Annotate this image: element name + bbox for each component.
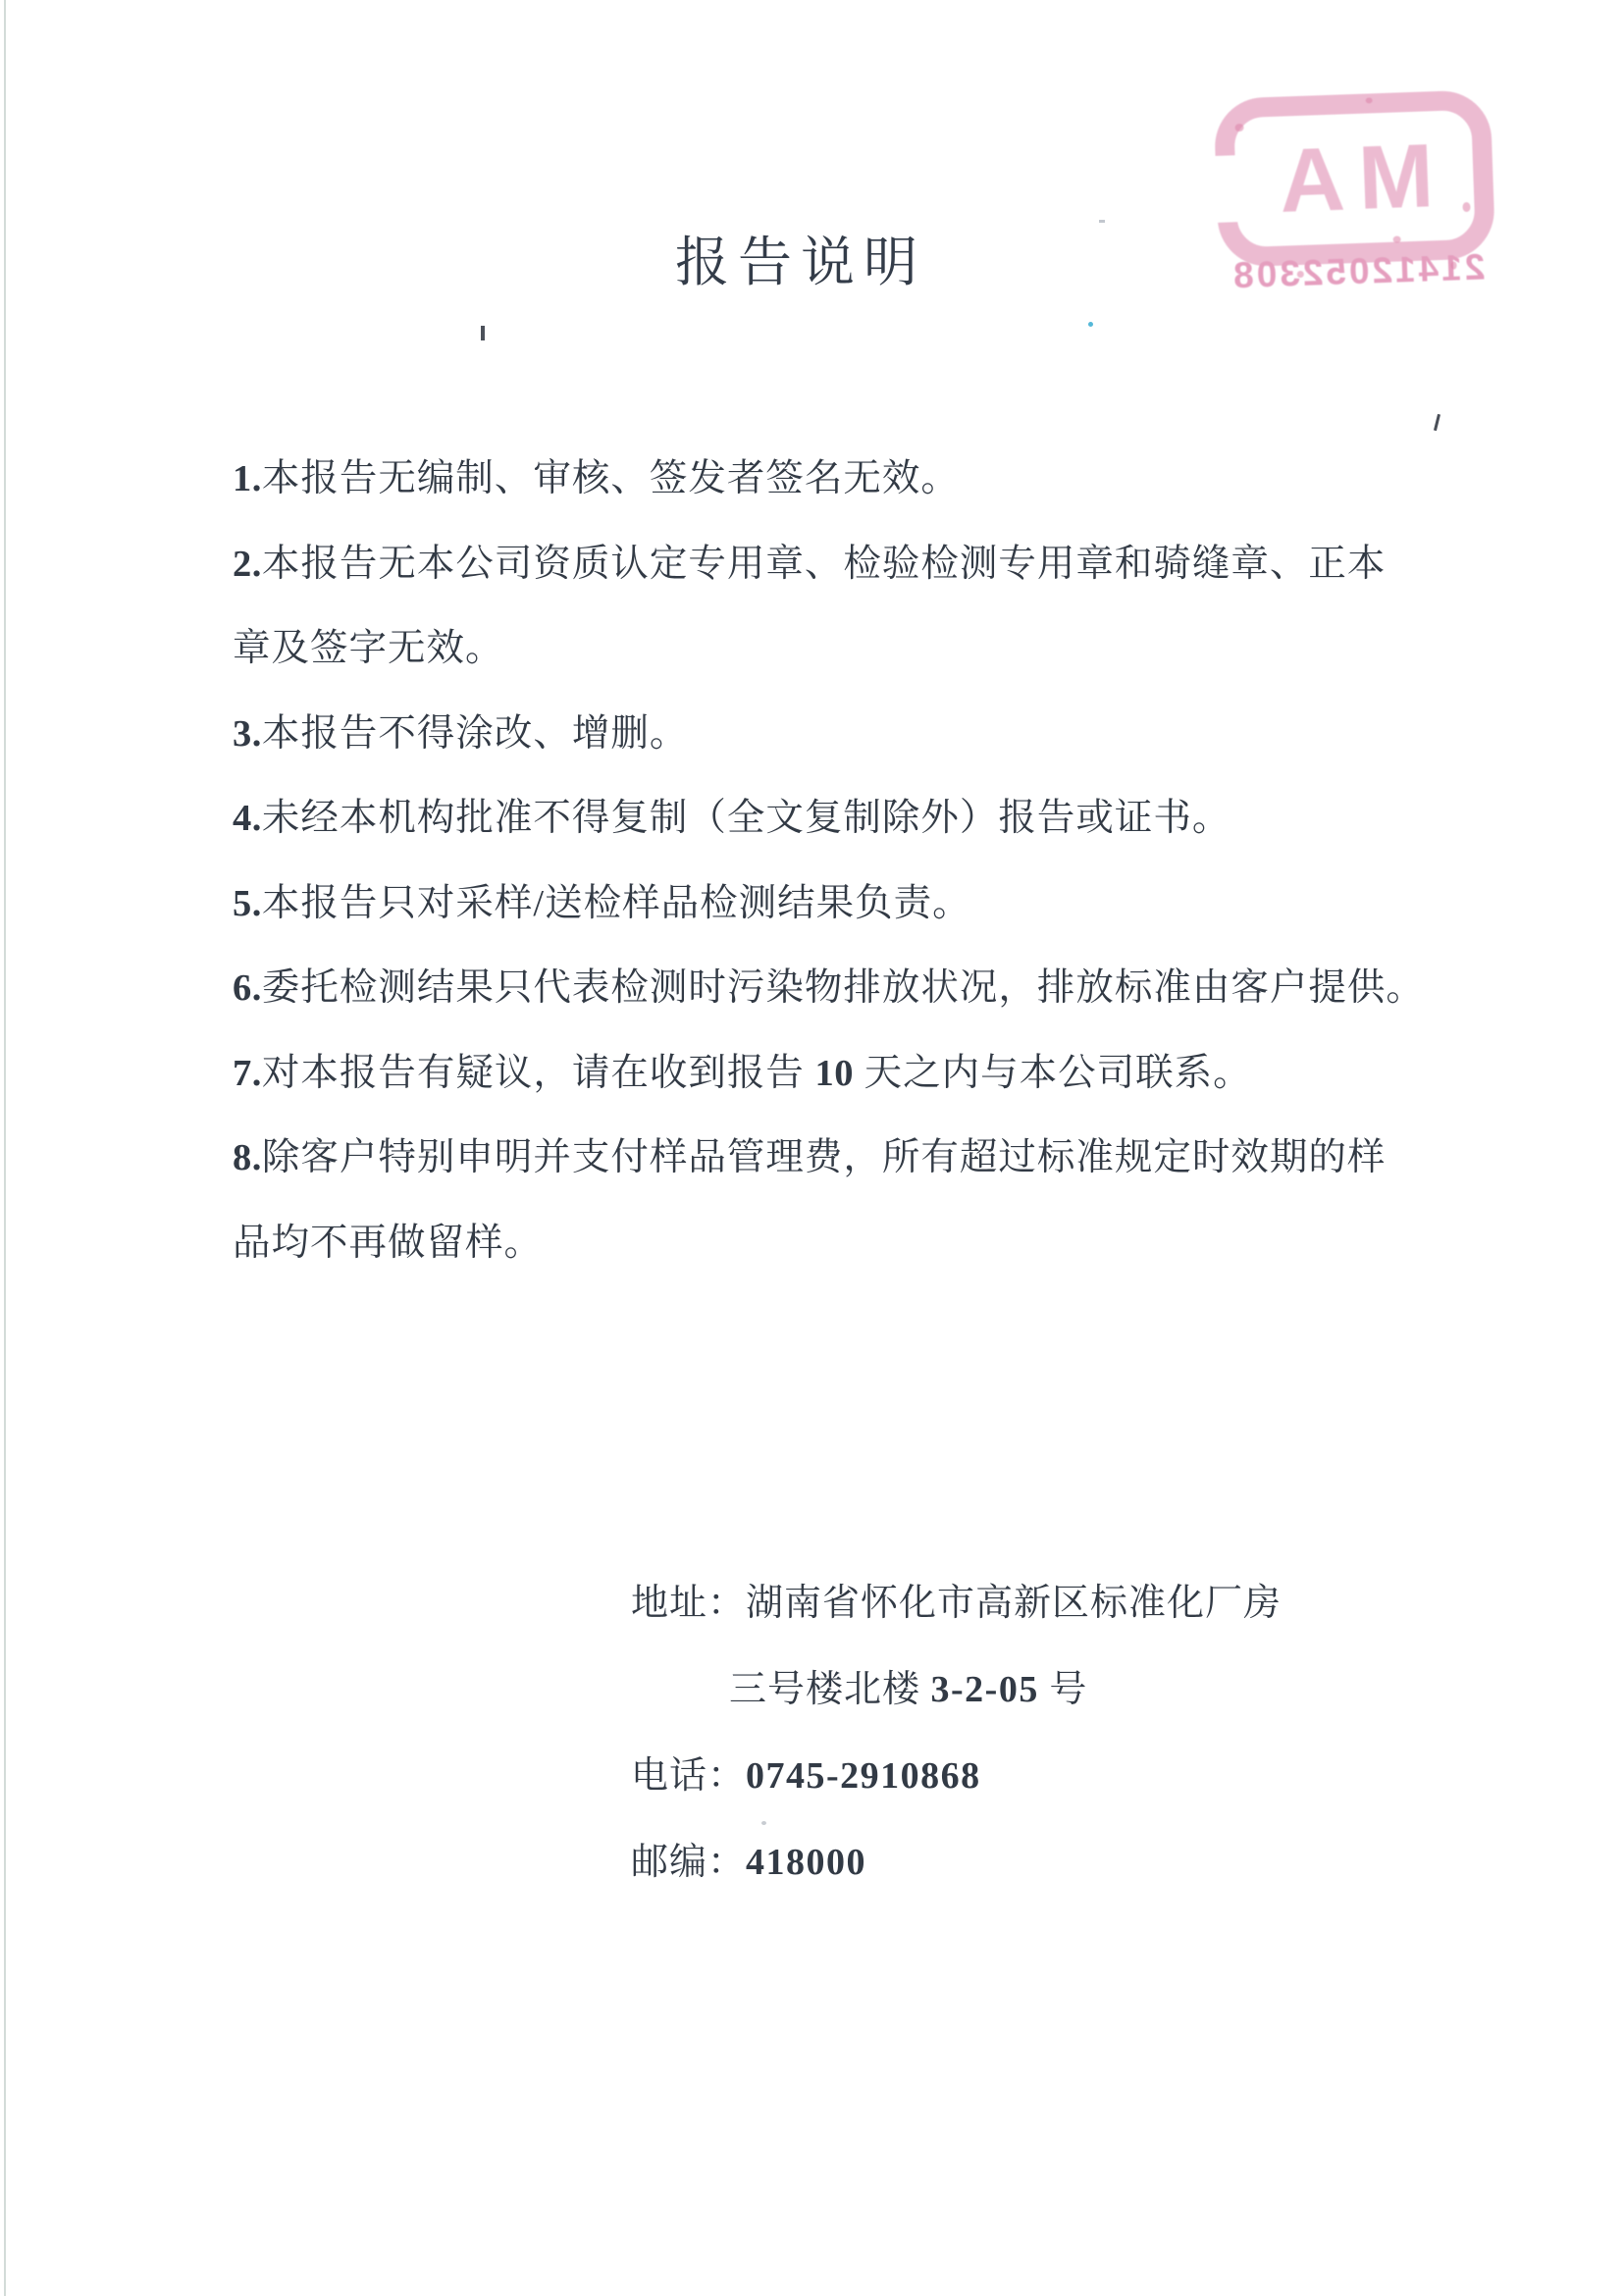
page-title: 报告说明 xyxy=(675,233,927,292)
text-segment: 本报告无本公司资质认定专用章、检验检测专用章和骑缝章、正本 xyxy=(261,543,1387,585)
text-line xyxy=(233,946,1508,1031)
text-line xyxy=(631,1819,1282,1905)
bold-segment: 0745-2910868 xyxy=(746,1755,981,1797)
stamp-letters: MA xyxy=(1264,126,1436,233)
text-segment: 除客户特别申明并支付样品管理费，所有超过标准规定时效期的样 xyxy=(261,1137,1387,1178)
scan-speck xyxy=(761,1821,766,1825)
text-segment: 三号楼北楼 xyxy=(729,1669,931,1710)
text-line xyxy=(233,1201,1508,1286)
bold-segment: 7. xyxy=(233,1052,262,1094)
text-line xyxy=(233,606,1508,692)
bold-segment: 6. xyxy=(233,967,262,1009)
scan-speck xyxy=(1434,414,1440,431)
bold-segment: 4. xyxy=(233,798,262,839)
bold-segment: 3. xyxy=(233,712,262,755)
contact-footer xyxy=(631,1560,1282,1905)
text-line xyxy=(233,1031,1508,1117)
text-line xyxy=(233,522,1508,607)
text-line xyxy=(233,776,1508,861)
text-line xyxy=(233,861,1508,947)
text-segment: 本报告无编制、审核、签发者签名无效。 xyxy=(261,458,960,499)
text-segment: 天之内与本公司联系。 xyxy=(854,1052,1252,1094)
text-line xyxy=(631,1646,1282,1733)
scan-speck xyxy=(1088,322,1093,327)
text-line xyxy=(631,1733,1282,1819)
bold-segment: 2. xyxy=(233,543,262,585)
text-segment: 委托检测结果只代表检测时污染物排放状况，排放标准由客户提供。 xyxy=(261,967,1425,1009)
bold-segment: 1. xyxy=(233,458,262,499)
stamp-serial-number: 21412052308 xyxy=(1230,246,1487,296)
bold-segment: 3-2-05 xyxy=(930,1669,1039,1710)
scanner-edge-line xyxy=(4,0,6,2296)
text-line xyxy=(233,692,1508,777)
text-segment: 邮编： xyxy=(631,1842,747,1883)
text-segment: 电话： xyxy=(631,1755,747,1797)
text-line xyxy=(233,1116,1508,1201)
cma-stamp xyxy=(1213,85,1496,303)
text-segment: 章及签字无效。 xyxy=(233,628,504,669)
text-line xyxy=(631,1560,1282,1646)
text-line xyxy=(233,437,1508,522)
text-segment: 本报告不得涂改、增删。 xyxy=(261,712,689,755)
text-segment: 号 xyxy=(1038,1669,1088,1710)
scan-speck xyxy=(1099,220,1105,223)
bold-segment: 10 xyxy=(814,1052,855,1094)
scan-speck xyxy=(481,326,485,340)
text-segment: 品均不再做留样。 xyxy=(233,1222,544,1264)
text-segment: 对本报告有疑议，请在收到报告 xyxy=(261,1052,815,1094)
text-segment: 本报告只对采样/送检样品检测结果负责。 xyxy=(261,882,971,924)
bold-segment: 418000 xyxy=(746,1842,867,1883)
bold-segment: 8. xyxy=(233,1137,262,1178)
text-segment: 未经本机构批准不得复制（全文复制除外）报告或证书。 xyxy=(261,798,1231,839)
bold-segment: 5. xyxy=(233,882,262,924)
notes-list xyxy=(233,437,1508,1285)
stamp-ink-fleck xyxy=(1450,261,1456,269)
text-segment: 地址：湖南省怀化市高新区标准化厂房 xyxy=(631,1583,1283,1624)
